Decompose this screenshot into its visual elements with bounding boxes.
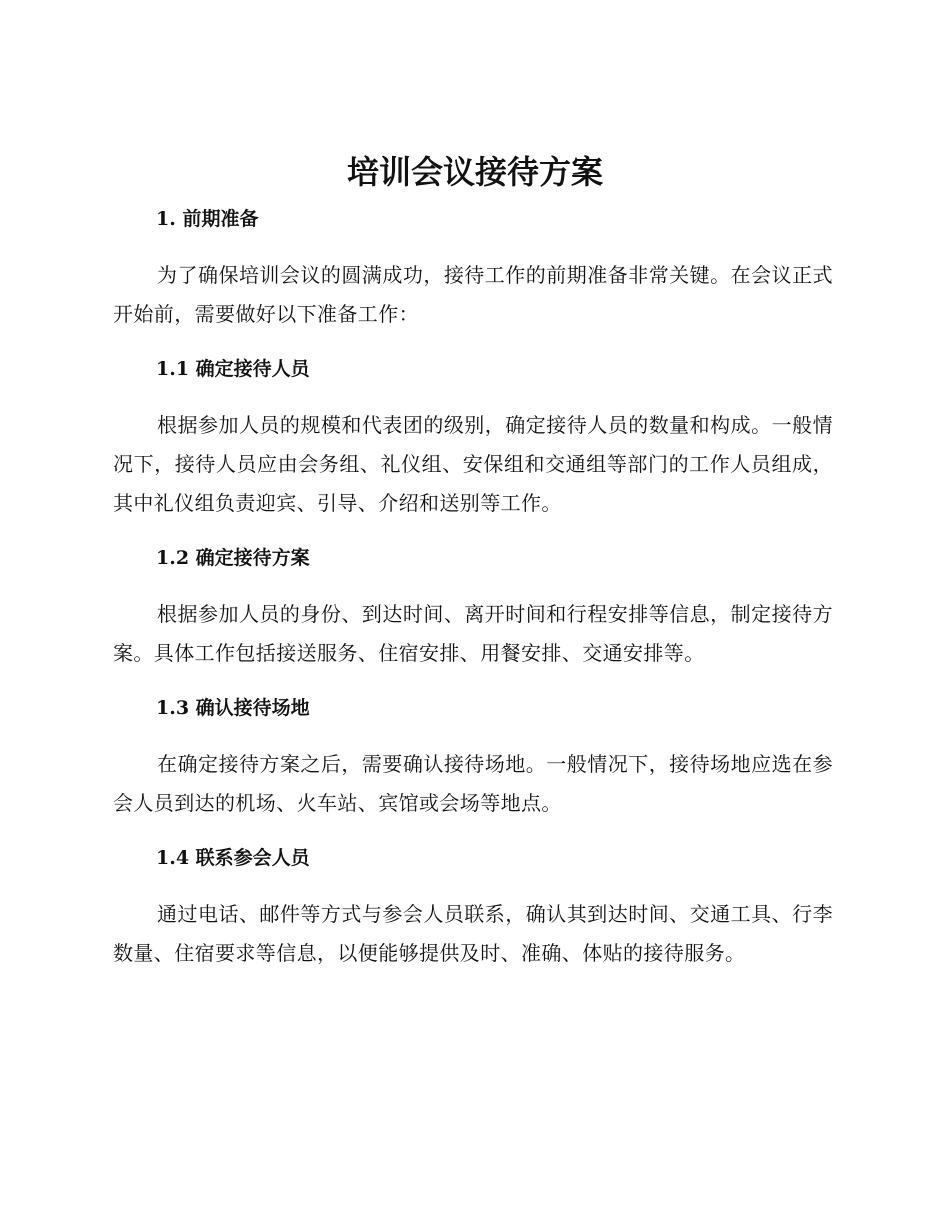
section-heading-1-3: 1.3 确认接待场地	[156, 697, 310, 719]
section-heading-1-2: 1.2 确定接待方案	[156, 547, 310, 569]
section-paragraph-1-3: 在确定接待方案之后，需要确认接待场地。一般情况下，接待场地应选在参会人员到达的机场、火车站、宾馆或会场等地点。	[113, 752, 833, 815]
document-title: 培训会议接待方案	[346, 153, 603, 191]
section-paragraph-1-2: 根据参加人员的身份、到达时间、离开时间和行程安排等信息，制定接待方案。具体工作包括接送服务、住宿安排、用餐安排、交通安排等。	[113, 602, 833, 665]
section-paragraph-1-4: 通过电话、邮件等方式与参会人员联系，确认其到达时间、交通工具、行李数量、住宿要求等信息，以便能够提供及时、准确、体贴的接待服务。	[113, 902, 833, 965]
section-heading-1-1: 1.1 确定接待人员	[156, 358, 310, 380]
document-body	[113, 200, 833, 973]
section-heading-1: 1. 前期准备	[156, 208, 259, 230]
section-paragraph-1-1: 根据参加人员的规模和代表团的级别，确定接待人员的数量和构成。一般情况下，接待人员应由会务组、礼仪组、安保组和交通组等部门的工作人员组成，其中礼仪组负责迎宾、引导、介绍和送别等工作。	[113, 413, 833, 515]
section-paragraph-1: 为了确保培训会议的圆满成功，接待工作的前期准备非常关键。在会议正式开始前，需要做好以下准备工作：	[113, 263, 833, 326]
section-heading-1-4: 1.4 联系参会人员	[156, 847, 310, 869]
